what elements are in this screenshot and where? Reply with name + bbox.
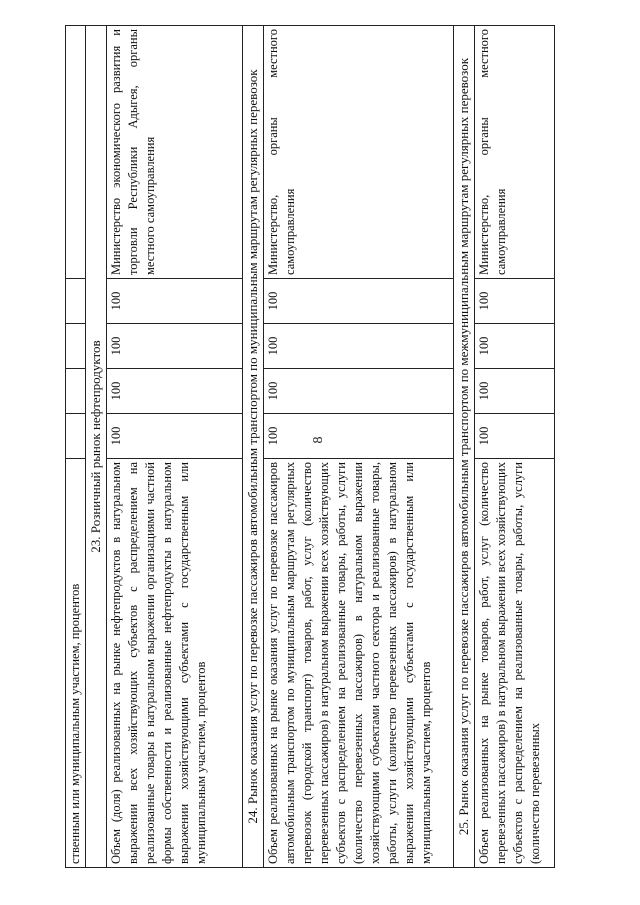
responsible-cell: Министерство, органы местного самоуправления [475,26,555,279]
indicator-cell: Объем (доля) реализованных на рынке нефтепродуктов в натуральном выражении всех хозяйствующих субъектов с распределением на реализованные товары в натуральном выражении организациями частной формы собственности и реализованные нефтепродукты в натуральном выражении хозяйствующими субъектами с государственным или муниципальным участием, процентов [107,459,243,868]
section-heading-row [243,26,264,868]
value-cell: 100 [475,324,555,369]
value-cell: 100 [107,369,243,414]
value-cell: 100 [264,324,454,369]
value-cell: 100 [264,279,454,324]
responsible-cell: Министерство экономического развития и торговли Республики Адыгея, органы местного самоуправления [107,26,243,279]
responsible-cell: Министерство, органы местного самоуправления [264,26,454,279]
table-row [66,26,86,868]
value-cell: 100 [264,414,454,459]
value-cell: 100 [107,414,243,459]
value-cell: 100 [264,369,454,414]
value-cell: 100 [475,414,555,459]
section-heading-row [86,26,107,868]
table-row [475,26,555,868]
section-heading-row [454,26,475,868]
value-cell: 100 [475,279,555,324]
section-heading: 23. Розничный рынок нефтепродуктов [86,26,107,868]
rotated-table-sheet [65,26,577,868]
indicator-cell: Объем реализованных на рынке товаров, работ, услуг (количество перевезенных пассажиров) в натуральном выражении всех хозяйствующих субъектов с распределением на реализованные товары, работы, услуги (количество перевезенных [475,459,555,868]
indicators-table [65,25,555,868]
value-cell: 100 [107,279,243,324]
table-row [107,26,243,868]
indicator-cell: Объем реализованных на рынке оказания услуг по перевозке пассажиров автомобильным транспортом по муниципальным маршрутам регулярных перевозок (городской транспорт) товаров, работ, услуг (количество перевезенных пассажиров) в натуральном выражении всех хозяйствующих субъектов с распределением на реализованные товары, работы, услуги (количество перевезенных пассажиров) в натуральном выражении хозяйствующими субъектами частного сектора и реализованные товары, работы, услуги (количество перевезенных пассажиров) в натуральном выражении хозяйствующими субъектами с государственным или муниципальным участием, процентов [264,459,454,868]
continuation-cell: ственным или муниципальным участием, процентов [66,459,86,868]
table-row [264,26,454,868]
section-heading: 24. Рынок оказания услуг по перевозке пассажиров автомобильным транспортом по муниципальным маршрутам регулярных перевозок [243,26,264,868]
value-cell: 100 [475,369,555,414]
page-number: 8 [311,436,326,444]
section-heading: 25. Рынок оказания услуг по перевозке пассажиров автомобильным транспортом по межмуниципальным маршрутам регулярных перевозок [454,26,475,868]
value-cell: 100 [107,324,243,369]
